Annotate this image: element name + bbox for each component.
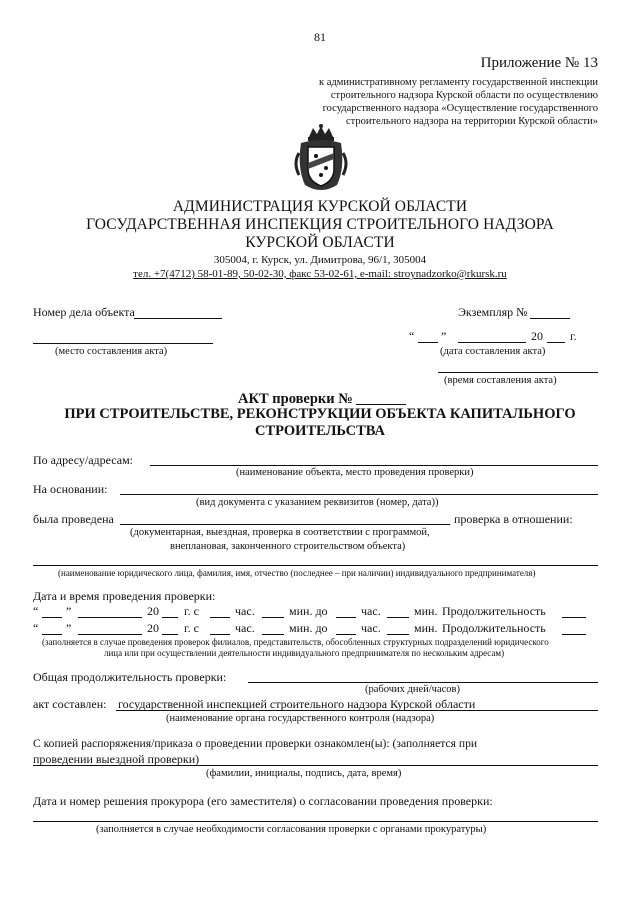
conducted-caption-1: (документарная, выездная, проверка в соответствии с программой,: [130, 527, 430, 538]
row1-month-field[interactable]: [78, 617, 142, 618]
row1-from-hour-field[interactable]: [210, 617, 230, 618]
appendix-note-line: государственного надзора «Осуществление государственного: [322, 103, 598, 114]
copy-number-field[interactable]: [530, 318, 570, 319]
row2-month-field[interactable]: [78, 634, 142, 635]
row2-year-prefix: 20: [147, 621, 159, 635]
row1-hours-label: час.: [235, 604, 255, 618]
row1-year-prefix: 20: [147, 604, 159, 618]
org-address: 305004, г. Курск, ул. Димитрова, 96/1, 305004: [213, 254, 427, 266]
appendix-note: [292, 76, 598, 128]
place-field[interactable]: [33, 343, 213, 344]
acquainted-text-2: проведении выездной проверки): [33, 752, 200, 766]
conducted-field[interactable]: [120, 524, 450, 525]
basis-caption: (вид документа с указанием реквизитов (номер, дата)): [196, 497, 439, 508]
compiled-label: акт составлен:: [33, 697, 107, 711]
row2-duration-label: Продолжительность: [442, 621, 546, 635]
date-quote-close: ”: [441, 329, 447, 343]
branches-note-2: лица или при осуществлении деятельности индивидуального предпринимателя по нескольким адресам): [104, 648, 505, 658]
row1-min-to-label: мин. до: [289, 604, 328, 618]
entity-field[interactable]: [33, 565, 598, 566]
acquainted-field[interactable]: [33, 765, 598, 766]
compiled-value: государственной инспекцией строительного надзора Курской области: [118, 697, 476, 711]
inspection-regarding-label: проверка в отношении:: [454, 512, 573, 526]
appendix-note-line: строительного надзора Курской области по осуществлению: [330, 90, 598, 101]
case-number-field[interactable]: [134, 318, 222, 319]
row1-duration-field[interactable]: [562, 617, 586, 618]
row1-from-min-field[interactable]: [262, 617, 284, 618]
row1-to-hour-field[interactable]: [336, 617, 356, 618]
org-name-line3: КУРСКОЙ ОБЛАСТИ: [245, 234, 395, 251]
row2-quote-open: “: [33, 621, 39, 635]
row2-from-label: г. с: [184, 621, 199, 635]
prosecutor-caption: (заполняется в случае необходимости согласования проверки с органами прокуратуры): [96, 824, 487, 835]
case-number-label: Номер дела объекта: [33, 305, 135, 319]
time-caption: (время составления акта): [444, 375, 557, 386]
basis-label: На основании:: [33, 482, 108, 496]
date-caption: (дата составления акта): [440, 346, 546, 357]
time-field[interactable]: [438, 372, 598, 373]
coat-of-arms-icon: [291, 123, 351, 195]
conducted-label: была проведена: [33, 512, 114, 526]
address-field[interactable]: [150, 465, 598, 466]
act-title: АКТ проверки №: [238, 391, 353, 407]
address-caption: (наименование объекта, место проведения проверки): [236, 467, 474, 478]
org-contacts: тел. +7(4712) 58-01-89, 50-02-30, факс 53-02-61, e-mail: stroynadzorko@rkursk.ru: [133, 268, 507, 280]
date-month-field[interactable]: [458, 342, 526, 343]
row2-hours-label-2: час.: [361, 621, 381, 635]
row2-min-label: мин.: [414, 621, 438, 635]
total-duration-field[interactable]: [248, 682, 598, 683]
row2-quote-close: ”: [66, 621, 72, 635]
act-subtitle-2: СТРОИТЕЛЬСТВА: [254, 423, 386, 439]
place-caption: (место составления акта): [55, 346, 168, 357]
row1-duration-label: Продолжительность: [442, 604, 546, 618]
row2-to-hour-field[interactable]: [336, 634, 356, 635]
appendix-note-line: строительного надзора на территории Курской области»: [345, 116, 598, 127]
row2-duration-field[interactable]: [562, 634, 586, 635]
compiled-field[interactable]: [116, 710, 598, 711]
acquainted-text-1: С копией распоряжения/приказа о проведении проверки ознакомлен(ы): (заполняется при: [33, 737, 478, 750]
datetime-label: Дата и время проведения проверки:: [33, 589, 216, 603]
prosecutor-label: Дата и номер решения прокурора (его заместителя) о согласовании проведения проверки:: [33, 794, 493, 808]
row1-quote-close: ”: [66, 604, 72, 618]
appendix-title: Приложение № 13: [480, 55, 598, 71]
entity-caption: (наименование юридического лица, фамилия, имя, отчество (последнее – при наличии) индивидуального предпринимателя): [58, 568, 536, 578]
act-subtitle-1: ПРИ СТРОИТЕЛЬСТВЕ, РЕКОНСТРУКЦИИ ОБЪЕКТА КАПИТАЛЬНОГО: [64, 406, 576, 422]
compiled-caption: (наименование органа государственного контроля (надзора): [166, 713, 435, 724]
work-days-caption: (рабочих дней/часов): [365, 684, 460, 695]
acquainted-caption: (фамилии, инициалы, подпись, дата, время): [206, 768, 402, 779]
row1-year-field[interactable]: [162, 617, 178, 618]
act-number-field[interactable]: [356, 404, 406, 405]
total-duration-label: Общая продолжительность проверки:: [33, 670, 227, 684]
branches-note-1: (заполняется в случае проведения проверок филиалов, представительств, обособленных структурных подразделений юридического: [42, 637, 549, 647]
row2-day-field[interactable]: [42, 634, 62, 635]
basis-field[interactable]: [120, 494, 598, 495]
org-name-line1: АДМИНИСТРАЦИЯ КУРСКОЙ ОБЛАСТИ: [172, 198, 468, 215]
date-year-prefix: 20: [531, 329, 543, 343]
org-name-line2: ГОСУДАРСТВЕННАЯ ИНСПЕКЦИЯ СТРОИТЕЛЬНОГО НАДЗОРА: [86, 216, 554, 233]
row1-quote-open: “: [33, 604, 39, 618]
row1-from-label: г. с: [184, 604, 199, 618]
row2-hours-label: час.: [235, 621, 255, 635]
row2-min-to-label: мин. до: [289, 621, 328, 635]
row2-year-field[interactable]: [162, 634, 178, 635]
row2-from-hour-field[interactable]: [210, 634, 230, 635]
copy-number-label: Экземпляр №: [458, 305, 528, 319]
row1-hours-label-2: час.: [361, 604, 381, 618]
date-day-field[interactable]: [418, 342, 438, 343]
prosecutor-field[interactable]: [33, 821, 598, 822]
date-quote-open: “: [409, 329, 415, 343]
address-label: По адресу/адресам:: [33, 453, 134, 467]
row1-min-label: мин.: [414, 604, 438, 618]
row2-to-min-field[interactable]: [387, 634, 409, 635]
date-year-suffix: г.: [570, 329, 577, 343]
appendix-note-line: к административному регламенту государственной инспекции: [318, 77, 598, 88]
date-year-field[interactable]: [547, 342, 565, 343]
page-number: 81: [314, 30, 326, 44]
row1-day-field[interactable]: [42, 617, 62, 618]
row2-from-min-field[interactable]: [262, 634, 284, 635]
conducted-caption-2: внеплановая, законченного строительством объекта): [170, 541, 406, 552]
row1-to-min-field[interactable]: [387, 617, 409, 618]
